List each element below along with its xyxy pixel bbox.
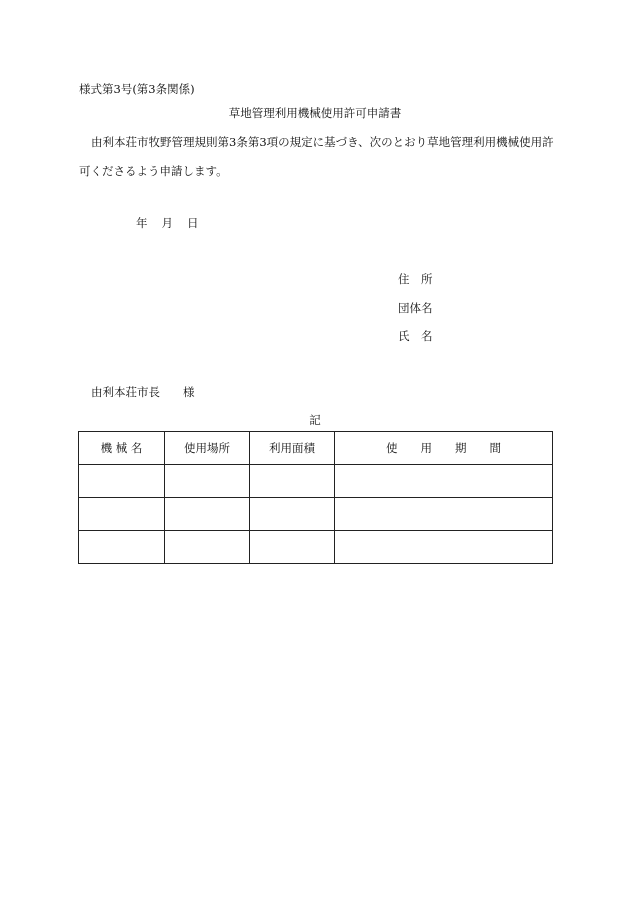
cell-usage-period[interactable] bbox=[335, 465, 553, 498]
body-paragraph: 由利本荘市牧野管理規則第3条第3項の規定に基づき、次のとおり草地管理利用機械使用許可くださるよう申請します。 bbox=[79, 135, 554, 178]
table-row bbox=[79, 531, 553, 564]
table-row bbox=[79, 498, 553, 531]
cell-usage-period[interactable] bbox=[335, 531, 553, 564]
cell-usage-location[interactable] bbox=[165, 465, 250, 498]
cell-usage-area[interactable] bbox=[250, 498, 335, 531]
day-label: 日 bbox=[187, 216, 199, 230]
cell-machine-name[interactable] bbox=[79, 531, 165, 564]
addressee: 由利本荘市長 様 bbox=[91, 385, 195, 399]
address-label: 住 所 bbox=[398, 272, 433, 286]
header-usage-area: 利用面積 bbox=[250, 432, 335, 465]
month-label: 月 bbox=[161, 216, 173, 230]
document-title: 草地管理利用機械使用許可申請書 bbox=[228, 106, 402, 120]
date-line bbox=[136, 215, 199, 231]
note-heading: 記 bbox=[309, 413, 321, 427]
header-machine-name: 機 械 名 bbox=[79, 432, 165, 465]
cell-usage-location[interactable] bbox=[165, 531, 250, 564]
cell-usage-area[interactable] bbox=[250, 465, 335, 498]
cell-usage-period[interactable] bbox=[335, 498, 553, 531]
header-usage-period: 使 用 期 間 bbox=[335, 432, 553, 465]
organization-label: 団体名 bbox=[398, 301, 433, 315]
cell-usage-area[interactable] bbox=[250, 531, 335, 564]
cell-machine-name[interactable] bbox=[79, 498, 165, 531]
name-label: 氏 名 bbox=[398, 329, 433, 343]
header-usage-location: 使用場所 bbox=[165, 432, 250, 465]
cell-usage-location[interactable] bbox=[165, 498, 250, 531]
table-row bbox=[79, 465, 553, 498]
table-header-row bbox=[79, 432, 553, 465]
equipment-table bbox=[78, 431, 553, 564]
year-label: 年 bbox=[136, 216, 148, 230]
cell-machine-name[interactable] bbox=[79, 465, 165, 498]
form-number: 様式第3号(第3条関係) bbox=[79, 82, 195, 96]
